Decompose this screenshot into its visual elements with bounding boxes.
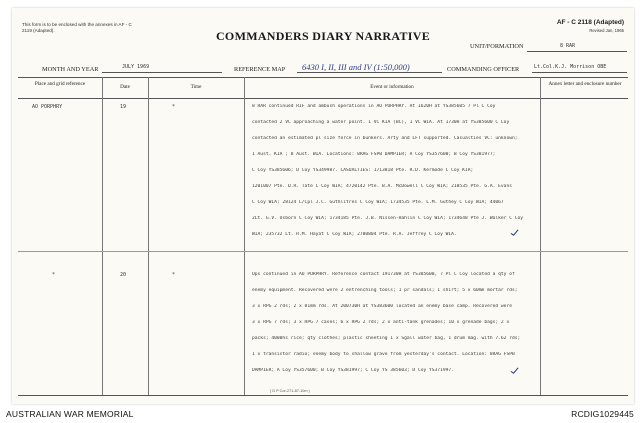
officer-value: Lt.Col.K.J. Morrison OBE — [534, 64, 607, 70]
column-header-date: Date — [120, 84, 130, 90]
entry-line: packs; 4000hs rice; qty clothes; plastic sheeting 1 x Sgall water bag, 1 drum mag. with 7.62 rds; — [252, 336, 521, 341]
entry-time: * — [172, 272, 176, 278]
entry-date: 19 — [120, 104, 127, 110]
entry-line: 3 x RPG 7 rds; 3 x RPG 7 cases; 6 x RPG 2 rds; 2 x anti-tank grenades; 10 x grenade bags; 2 x — [252, 320, 510, 325]
officer-label: COMMANDING OFFICER — [447, 66, 520, 73]
record-id: RCDIG1029445 — [571, 409, 634, 419]
table-header-rule — [18, 98, 628, 99]
month-label: MONTH AND YEAR — [42, 66, 99, 73]
entry-line: 8 RAR continued RIF and ambush operations in AO PORPHRY. At 1620H at YS385605 7 Pl C Coy — [252, 104, 496, 109]
entry-place: AO PORPHRY — [32, 104, 63, 110]
entry-date: 20 — [120, 272, 127, 278]
form-number: AF - C 2118 (Adapted) — [556, 19, 624, 26]
entry-line: contacted an estimated pl size force in bunkers. Arty and LFT supported. Casualties VC: unknown; — [252, 136, 518, 141]
entry-line: WIA; 235732 Lt. R.M. Hayat C Coy WIA; 2780804 Pte. R.A. Jeffrey C Coy WIA. — [252, 232, 457, 237]
checkmark-icon — [510, 228, 519, 237]
form-note: This form is to be enclosed with the annexes in AF - C 2119 (Adapted). — [22, 22, 132, 33]
month-value: JULY 1969 — [122, 64, 150, 70]
column-header-place: Place and grid reference — [34, 81, 86, 87]
entry-line: enemy equipment. Recovered were 2 entrenching tools; 1 pr sandals; 1 shirt; 5 x 60mm mortar rds; — [252, 288, 518, 293]
map-label: REFERENCE MAP — [234, 66, 286, 73]
print-line: ( D P Cor-271-87-10m ) — [270, 389, 310, 393]
entry-line: Ops continued in AO PORPHRY. Reference contact 191730H at YS385600, 7 Pl C Coy located a qty of — [252, 272, 515, 277]
revision-note: Revised Jan, 1965 — [589, 28, 624, 33]
checkmark-icon — [510, 366, 519, 375]
unit-label: UNIT/FORMATION — [470, 43, 524, 50]
entry-line: 1 x transistor radio; enemy body to shallow grave from yesterday's contact. Location: 8RAG FSPB — [252, 352, 515, 357]
column-header-events: Event or information — [370, 84, 414, 90]
entry-line: 1 Aust. KIA ; 8 Aust. WIA. Locations: 8RAG FSPB DAMPIER; A Coy YS357600; B Coy YS381977; — [252, 152, 496, 157]
entry-line: contacted 2 VC approaching a water point. 1 VC KIA (BC), 1 VC WIA. At 1730H at YS385600 C Coy — [252, 120, 510, 125]
column-header-time: Time — [190, 84, 202, 90]
unit-value: 8 RAR — [560, 43, 576, 49]
entry-divider — [18, 251, 628, 252]
column-header-annex: Annex letter and enclosure number — [548, 81, 622, 87]
page-title: COMMANDERS DIARY NARRATIVE — [215, 29, 431, 43]
entry-line: 2Lt. G.V. Osborn C Coy WIA; 1734185 Pte. J.B. Nissen-Hahlin C Coy WIA; 1734648 Pte J. Walker C Coy — [252, 216, 524, 221]
entry-line: DAMPIER; A Coy YS357600; B Coy YS381997; C Coy YS 385603; D Coy YS371997. — [252, 368, 454, 373]
entry-line: C Coy WIA; 28124 L/Cpl J.C. Guthlitres C Coy WIA; 1734535 Pte. L.M. Guthey C Coy WIA; 44067 — [252, 200, 504, 205]
entry-line: C Coy YS385606; D Coy YS349987. CASUALTIES: 1713818 Pte. R.D. Kermode C Coy KIA; — [252, 168, 474, 173]
entry-line: 1201007 Pte. D.R. Tate C Coy WIA; 4720142 Pte. B.A. McDowell C Coy WIA; 218535 Pte. G.A. Evans — [252, 184, 512, 189]
table-bottom-rule — [18, 395, 628, 396]
map-value: 6430 I, II, III and IV (1:50,000) — [302, 62, 410, 72]
entry-line: 3 x RPG 2 rds; 2 x 81mm rds. At 200730H at YS383600 located an enemy base camp. Recovered were — [252, 304, 512, 309]
table-top-rule — [18, 77, 628, 78]
archive-label: AUSTRALIAN WAR MEMORIAL — [6, 409, 134, 419]
entry-place: * — [52, 272, 56, 278]
entry-time: * — [172, 104, 176, 110]
diary-sheet — [12, 8, 634, 404]
